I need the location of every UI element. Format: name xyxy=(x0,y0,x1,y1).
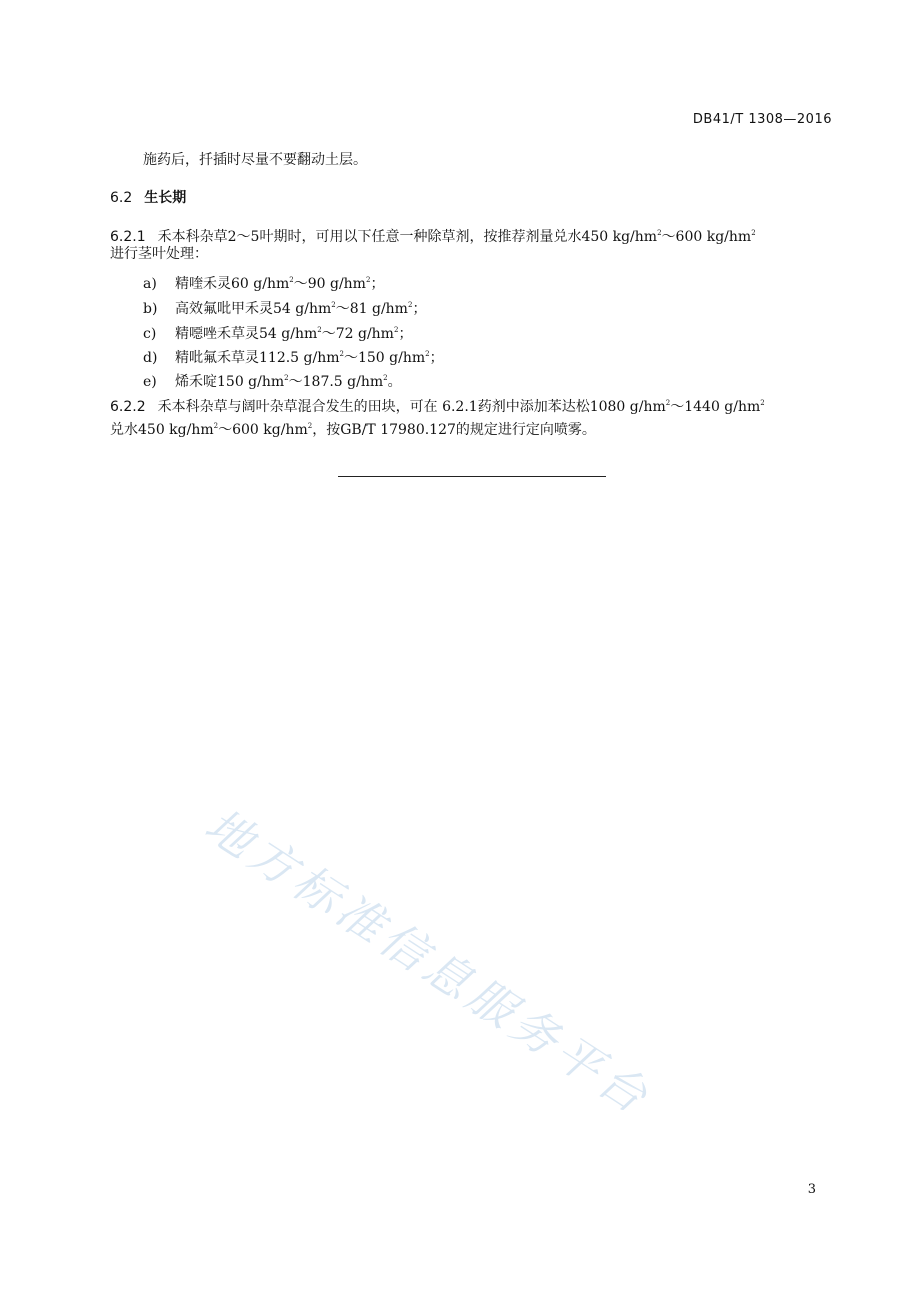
list-text: 。 xyxy=(387,374,402,390)
list-item xyxy=(143,344,444,368)
list-text: 精吡氟禾草灵112.5 g/hm xyxy=(175,350,340,366)
superscript: 2 xyxy=(665,399,671,407)
document-code: DB41/T 1308—2016 xyxy=(692,112,832,127)
list-text: ～72 g/hm xyxy=(321,326,394,342)
list-text: 高效氟吡甲禾灵54 g/hm xyxy=(175,301,332,317)
superscript: 2 xyxy=(760,399,765,407)
clause-6-2-2 xyxy=(110,393,765,417)
superscript: 2 xyxy=(383,374,388,382)
superscript: 2 xyxy=(317,326,322,334)
list-text: 烯禾啶150 g/hm xyxy=(175,374,285,390)
list-text: ～81 g/hm xyxy=(335,301,408,317)
superscript: 2 xyxy=(284,374,289,382)
paragraph: 施药后，扦插时尽量不要翻动土层。 xyxy=(143,152,367,168)
list-item xyxy=(143,295,426,319)
list-item xyxy=(143,368,402,392)
page-number: 3 xyxy=(807,1182,816,1197)
list-text: ； xyxy=(412,301,427,317)
clause-text: 禾本科杂草与阔叶杂草混合发生的田块，可在 6.2.1药剂中添加苯达松1080 g/hm xyxy=(157,399,666,415)
superscript: 2 xyxy=(339,350,344,358)
list-text: ～150 g/hm xyxy=(343,350,426,366)
list-text: ； xyxy=(398,326,413,342)
superscript: 2 xyxy=(213,422,219,430)
list-text: ； xyxy=(429,350,444,366)
clause-number: 6.2.2 xyxy=(110,399,146,415)
list-text: ～90 g/hm xyxy=(293,276,366,292)
list-label: d) xyxy=(143,350,158,366)
clause-text: 禾本科杂草2～5叶期时，可用以下任意一种除草剂，按推荐剂量兑水450 kg/hm xyxy=(157,229,658,245)
list-item xyxy=(143,270,384,294)
superscript: 2 xyxy=(331,301,336,309)
section-number: 6.2 xyxy=(110,190,133,206)
superscript: 2 xyxy=(393,326,399,334)
clause-text: ～1440 g/hm xyxy=(670,399,761,415)
clause-text: 兑水450 kg/hm xyxy=(110,422,214,438)
superscript: 2 xyxy=(365,276,371,284)
superscript: 2 xyxy=(407,301,413,309)
superscript: 2 xyxy=(657,229,662,237)
clause-text: ～600 kg/hm xyxy=(218,422,308,438)
section-heading xyxy=(110,187,186,207)
superscript: 2 xyxy=(307,422,313,430)
list-label: e) xyxy=(143,374,157,390)
list-label: a) xyxy=(143,276,157,292)
list-label: c) xyxy=(143,326,157,342)
superscript: 2 xyxy=(289,276,294,284)
section-title: 生长期 xyxy=(144,190,187,206)
clause-text: ，按GB/T 17980.127的规定进行定向喷雾。 xyxy=(312,422,596,438)
clause-6-2-2-continued xyxy=(110,416,596,440)
end-rule xyxy=(338,476,606,477)
list-text: 精噁唑禾草灵54 g/hm xyxy=(175,326,318,342)
watermark: 地方标准信息服务平台 xyxy=(195,797,662,1127)
list-item xyxy=(143,320,412,344)
superscript: 2 xyxy=(751,229,756,237)
clause-6-2-1-continued: 进行茎叶处理： xyxy=(110,246,208,262)
list-label: b) xyxy=(143,301,158,317)
clause-text: ～600 kg/hm xyxy=(661,229,752,245)
superscript: 2 xyxy=(425,350,430,358)
list-text: ～187.5 g/hm xyxy=(288,374,384,390)
list-text: ； xyxy=(370,276,385,292)
clause-number: 6.2.1 xyxy=(110,229,146,245)
list-text: 精喹禾灵60 g/hm xyxy=(175,276,290,292)
